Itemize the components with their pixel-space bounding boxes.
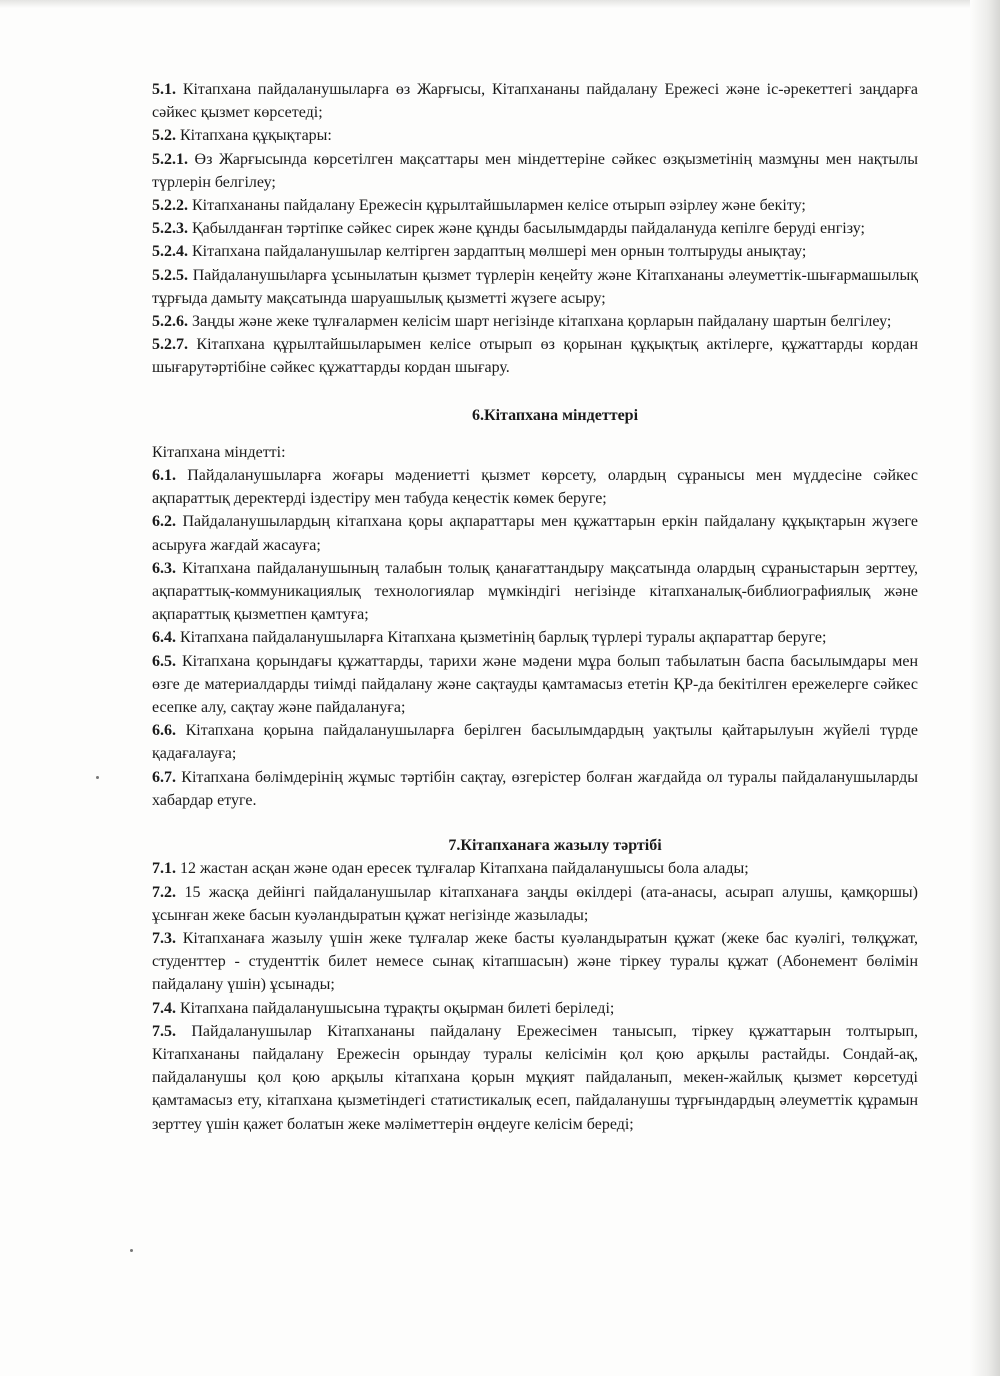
clause-5-2: 5.2. Кітапхана құқықтары: xyxy=(152,127,332,145)
section-6-intro: Кітапхана міндетті: xyxy=(152,443,286,461)
clause-6-5: 6.5. Кітапхана қорындағы құжаттарды, тарихи және мәдени мұра болып табылатын баспа басылымдары мен өзге де материалдарды тиімді пайдалану және сақтауды қамтамасыз ететін ҚР-да бекітілген ережелерге сәйкес есепке алу, сақтау және пайдалануға; xyxy=(152,652,919,717)
clause-5-2-5: 5.2.5. Пайдаланушыларға ұсынылатын қызмет түрлерін кеңейту және Кітапхананы әлеуметтік-шығармашылық тұрғыда дамыту мақсатында шаруашылық қызметті жүзеге асыру; xyxy=(152,266,918,307)
clause-5-2-4: 5.2.4. Кітапхана пайдаланушылар келтірген зардаптың мөлшері мен орнын толтыруды анықтау; xyxy=(152,243,807,261)
clause-5-2-1: 5.2.1. Өз Жарғысында көрсетілген мақсаттары мен міндеттеріне сәйкес өзқызметінің мазмұны мен нақтылы түрлерін белгілеу; xyxy=(152,150,918,191)
scan-shadow-top xyxy=(0,0,1000,8)
clause-7-5: 7.5. Пайдаланушылар Кітапхананы пайдалану Ережесімен танысып, тіркеу құжаттарын толтырып, Кітапхананы пайдалану Ережесін орындау туралы келісімін қол қою арқылы растайды. Сондай-ақ, пайдаланушы қол қою арқылы кітапхана қорын мұқият пайдаланып, мекен-жайлық қызмет көрсетуді қамтамасыз ету, кітапхана қызметіндегі статистикалық есеп, пайдаланушы тұрғындардың әлеуметтік құрамын зерттеу үшін қажет болатын жеке мәліметтерін өңдеуге келісім береді; xyxy=(152,1022,919,1133)
scan-speck xyxy=(130,1249,133,1252)
clause-6-3: 6.3. Кітапхана пайдаланушының талабын толық қанағаттандыру мақсатында олардың сұраныстарын зерттеу, ақпараттық-коммуникациялық технологиялар мүмкіндігі негізінде кітапханалық-библиографиялық және ақпараттық қызметпен қамтуға; xyxy=(152,559,918,624)
clause-7-2: 7.2. 15 жасқа дейінгі пайдаланушылар кітапханаға заңды өкілдері (ата-анасы, асырап алушы, қамқоршы) ұсынған жеке басын куәландыратын құжат негізінде жазылады; xyxy=(152,883,919,924)
clause-6-7: 6.7. Кітапхана бөлімдерінің жұмыс тәртібін сақтау, өзгерістер болған жағдайда ол туралы пайдаланушыларды хабардар етуге. xyxy=(152,768,918,809)
clause-7-1: 7.1. 12 жастан асқан және одан ересек тұлғалар Кітапхана пайдаланушысы бола алады; xyxy=(152,860,749,878)
clause-6-6: 6.6. Кітапхана қорына пайдаланушыларға берілген басылымдардың уақтылы қайтарылуын жүйелі түрде қадағалауға; xyxy=(152,722,919,763)
clause-6-1: 6.1. Пайдаланушыларға жоғары мәдениетті қызмет көрсету, олардың сұранысы мен мүддесіне сәйкес ақпараттық деректерді іздестіру мен табуда кеңестік көмек беруге; xyxy=(152,467,919,508)
scan-speck xyxy=(96,776,99,779)
clause-6-2: 6.2. Пайдаланушылардың кітапхана қоры ақпараттары мен құжаттарын еркін пайдалану құқықтарын жүзеге асыруға жағдай жасауға; xyxy=(152,513,919,554)
clause-5-1: 5.1. Кітапхана пайдаланушыларға өз Жарғысы, Кітапхананы пайдалану Ережесі және іс-әрекеттегі заңдарға сәйкес қызмет көрсетеді; xyxy=(152,81,919,122)
clause-5-2-3: 5.2.3. Қабылданған тәртіпке сәйкес сирек және құнды басылымдарды пайдалануда кепілге беруді енгізу; xyxy=(152,220,865,238)
document-body xyxy=(152,78,918,1136)
section-6-heading: 6.Кітапхана міндеттері xyxy=(471,406,639,424)
clause-6-4: 6.4. Кітапхана пайдаланушыларға Кітапхана қызметінің барлық түрлері туралы ақпараттар беруге; xyxy=(152,629,827,647)
scan-shadow-right xyxy=(970,0,1000,1376)
clause-7-4: 7.4. Кітапхана пайдаланушысына тұрақты оқырман билеті беріледі; xyxy=(152,999,615,1017)
clause-7-3: 7.3. Кітапханаға жазылу үшін жеке тұлғалар жеке басты куәландыратын құжат (жеке бас куәлігі, төлқұжат, студенттер - студенттік билет немесе сынақ кітапшасын) және тіркеу туралы құжат (Абонемент бөлімін пайдалану үшін) ұсынады; xyxy=(152,929,918,994)
section-7-heading: 7.Кітапханаға жазылу тәртібі xyxy=(448,837,662,855)
clause-5-2-6: 5.2.6. Заңды және жеке тұлғалармен келісім шарт негізінде кітапхана қорларын пайдалану шартын белгілеу; xyxy=(152,313,892,331)
clause-5-2-7: 5.2.7. Кітапхана құрылтайшыларымен келісе отырып өз қорынан құқықтық актілерге, құжаттарды кордан шығарутәртібіне сәйкес құжаттарды кордан шығару. xyxy=(152,336,919,377)
clause-5-2-2: 5.2.2. Кітапхананы пайдалану Ережесін құрылтайшылармен келісе отырып әзірлеу және бекіту; xyxy=(152,197,806,215)
